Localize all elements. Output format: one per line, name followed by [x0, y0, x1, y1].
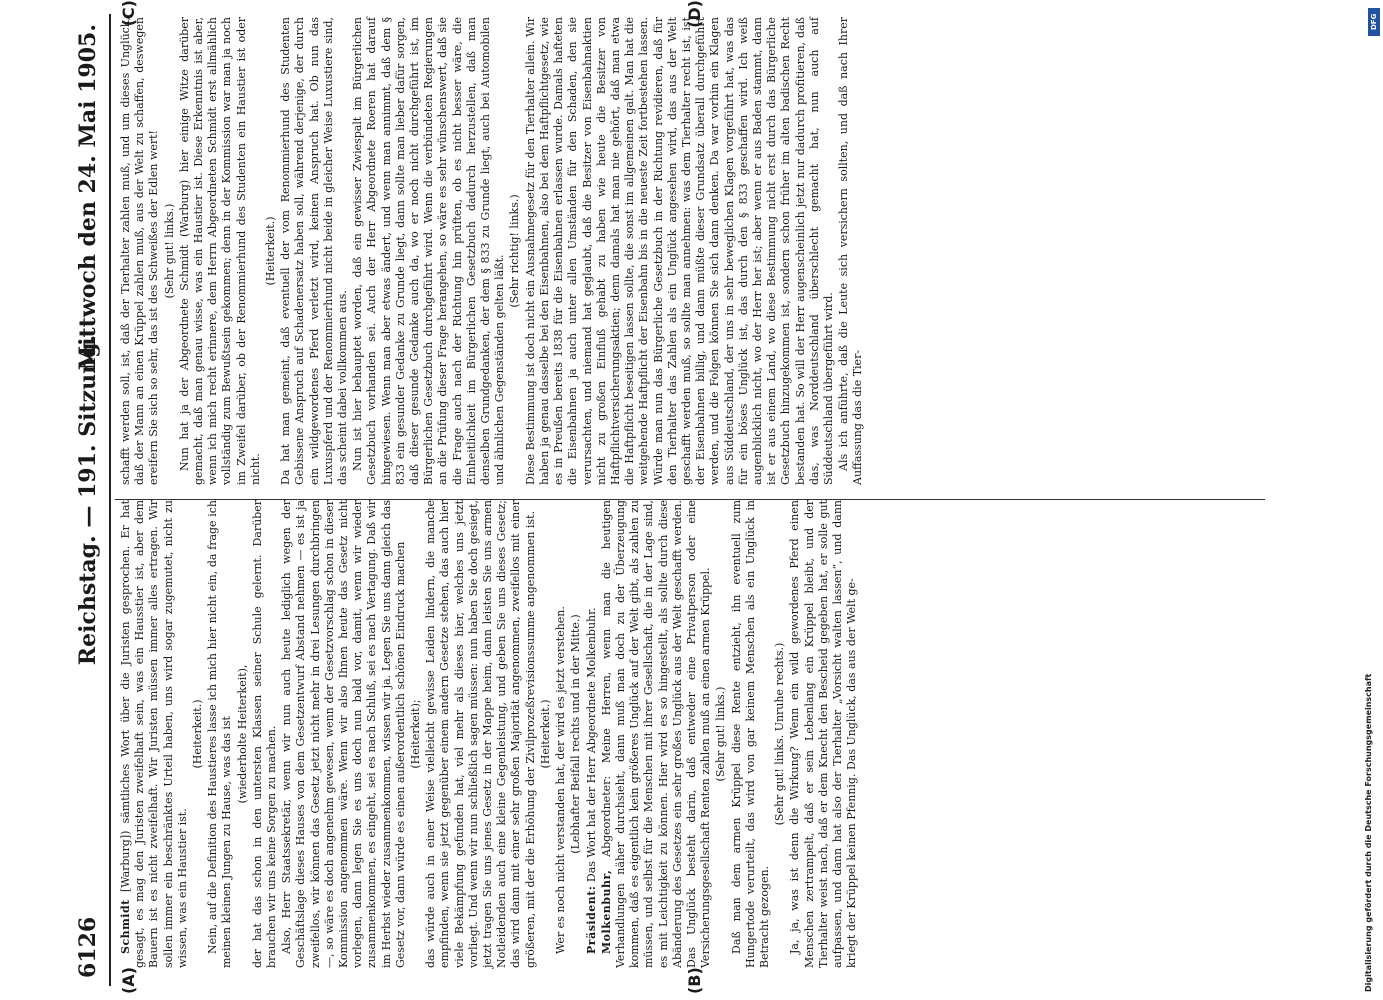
- newspaper-page: [45, 0, 1300, 1000]
- margin-mark-a: (A): [119, 966, 138, 994]
- stage-direction: (Heiterkeit.): [538, 699, 552, 769]
- page-number: 6126: [75, 916, 101, 978]
- paragraph-text: [Warburg]) sämtliches Wort über die Juristen gesprochen. Er hat gesagt, es mag den Juristen zweifelhaft sein, was ein Hausstier ist, aber dem Bauern ist es nicht zweifelhaft. Wir Juristen müssen immer alles ertragen. Wir sollen immer ein beschränktes Urteil haben, uns wird sogar zugemutet, nicht zu wissen, was ein Haustier ist.: [119, 500, 189, 968]
- speaker-name: Schmidt: [119, 899, 132, 954]
- paragraph-text: Da hat man gemeint, daß eventuell der vom Renommierhund des Studenten Gebissene Anspruch auf Schadenersatz haben soll, während derjenige, der durch ein wildgewordenes Pferd verletzt wird, keinen Anspruch hat. Ob nun das Luxuspferd und der Renommierhund nicht beide in gleicher Weise Luxustiere sind, das scheint dabei vollkommen aus.: [279, 17, 350, 485]
- paragraph-text: das würde auch in einer Weise vielleicht gewisse Leiden lindern, die manche empfinden, wenn sie jetzt gegenüber einem andern Gesetze stehen, das auch hier viele Bekämpfung gefunden hat, viel mehr als dieses hier, welches uns jetzt vorliegt. Und wenn wir nun schließlich sagen müssen: nun haben Sie doch gesiegt, jetzt tragen Sie uns jenes Gesetz in der Mappe heim, dann leisten Sie uns armen Notleidenden auch eine kleine Gegenleistung, und geben Sie uns dieses Gesetz; das wird dann mit einer sehr großen Majorität angenommen, zweifellos mit einer größeren, mit der die Erhöhung der Zivilprozeßrevisionssumme angenommen ist.: [424, 500, 537, 968]
- dfg-logo-icon: DFG: [1368, 8, 1380, 36]
- page-header: [73, 0, 107, 1000]
- speaker-paragraph: [600, 500, 714, 968]
- stage-direction: (Sehr gut! links.): [162, 203, 176, 299]
- stage-direction: (Sehr richtig! links.): [508, 194, 522, 308]
- paragraph: [424, 500, 538, 968]
- stage-direction: (Sehr gut! links.): [714, 686, 728, 782]
- paragraph: [524, 17, 836, 485]
- paragraph-text: Das Wort hat der Herr Abgeordnete Molkenbuhr.: [584, 607, 598, 883]
- speaker-name: Molkenbuhr,: [599, 869, 613, 954]
- stage-direction: (Heiterkeit.): [191, 699, 205, 769]
- paragraph: [554, 500, 568, 968]
- header-rule: [109, 14, 111, 986]
- paragraph: [730, 500, 773, 968]
- paragraph: [351, 17, 507, 485]
- paragraph-text: schafft werden soll, ist, daß der Tierhalter zahlen muß, und um dieses Unglück, daß der Mann an einen Krüppel zahlen muß, aus der Welt zu schaffen, deswegen ereifern Sie sich so sehr, das ist des Schweißes der Edlen wert!: [119, 17, 161, 485]
- stage-direction: (Sehr gut! links. Unruhe rechts.): [773, 642, 787, 826]
- stage-direction: (Heiterkeit.): [264, 216, 278, 286]
- digitization-credit: [1363, 8, 1375, 992]
- speaker-paragraph: [585, 500, 599, 968]
- paragraph-text: Als ich anführte, daß die Leute sich versichern sollten, und daß nach Ihrer Auffassung das die Tier-: [837, 17, 865, 485]
- paragraph-text: Diese Bestimmung ist doch nicht ein Ausnahmegesetz für den Tierhalter allein. Wir haben ja genau dasselbe bei den Eisenbahnen, also bei dem Haftpflichtgesetz, wie es in Preußen bereits 1838 für die Eisenbahnen erlassen wurde. Damals hafteten die Eisenbahnen ja auch unter allen Umständen für den Schaden, den sie verursachten, und niemand hat geglaubt, daß die Besitzer von Eisenbahnaktien nicht zu großen Einfluß gehabt zu haben wie heute die Besitzer von Haftpflichtversicherungsaktien; denn damals hat man nie gehört, daß man etwa die Haftpflicht beseitigen lassen sollte, die sonst im allgemeinen galt. Man hat die weitgehende Haftpflicht der Eisenbahn bis in die neueste Zeit fortbestehen lassen. Würde man nun das Bürgerliche Gesetzbuch in der Richtung revidieren, daß für den Tierhalter das Zahlen als ein Unglück angesehen wird, das aus der Welt geschafft werden muß, so sollte man annehmen: was dem Tierhalter recht ist, ist der Eisenbahnen billig, und dann müßte dieser Grundsatz überall durchgeführt werden, und die Folgen können Sie sich dann denken. Da war vorhin ein Klagen aus Süddeutschland, der uns in sehr beweglichen Klagen vorgeführt hat, was das für ein böses Unglück ist, das durch den § 833 geschaffen wird. Ich weiß augenblicklich nicht, wo der Herr her ist; aber wenn er aus Baden stammt, dann ist er aus einem Land, wo diese Bestimmung nicht erst durch das Bürgerliche Gesetzbuch hinzugekommen ist, sondern schon früher im alten badischen Recht bestanden hat. So will der Herr augenscheinlich jetzt nur dadurch profitieren, daß das, was Norddeutschland überschlecht gemacht hat, nun auch auf Süddeutschland übergeführt wird.: [523, 17, 835, 485]
- stage-direction: (Lebhafter Beifall rechts und in der Mitte.): [569, 614, 583, 854]
- paragraph-text: Abgeordneter: Meine Herren, wenn man die heutigen Verhandlungen näher durchsieht, dann muß man doch zu der Überzeugung kommen, daß es eigentlich kein größeres Unglück auf der Welt gibt, als zahlen zu müssen, und selbst für die Menschen mit ihrer Gesellschaft, die in der Lage sind, es mit Leichtigkeit zu können. Hier wird es so hingestellt, als sollte durch diese Abänderung des Gesetzes ein sehr großes Unglück aus der Welt geschafft werden. Das Unglück besteht darin, daß entweder eine Privatperson oder eine Versicherungsgesellschaft Renten zahlen muß an einen armen Krüppel.: [599, 499, 713, 968]
- stage-direction: (wiederholte Heiterkeit),: [235, 664, 249, 804]
- paragraph: [788, 500, 859, 968]
- paragraph: [837, 17, 865, 485]
- paragraph: [251, 500, 279, 968]
- speaker-name: Präsident:: [584, 885, 598, 954]
- credit-text: Digitalisierung gefördert durch die Deutsche Forschungsgemeinschaft: [1364, 673, 1373, 992]
- paragraph-text: Nun hat ja der Abgeordnete Schmidt (Warburg) hier einige Witze darüber gemacht, daß man genau wisse, was ein Haustier ist. Diese Erkenntnis ist aber, wenn ich mich recht erinnere, dem Herrn Abgeordneten Schmidt erst allmählich vollständig zum Bewußtsein gekommen; denn in der Kommission war man ja noch im Zweifel darüber, ob der Renommierhund des Studenten ein Haustier ist oder nicht.: [177, 17, 262, 485]
- paragraph: [280, 500, 408, 968]
- speaker-paragraph: [119, 500, 190, 968]
- paragraph-text: Nun ist hier behauptet worden, daß ein gewisser Zwiespalt im Bürgerlichen Gesetzbuch vorhanden sei. Auch der Herr Abgeordnete Roeren hat darauf hingewiesen. Wenn man aber etwas ändert, und wenn man annimmt, daß dem § 833 ein gesunder Gedanke zu Grunde liegt, dann sollte man lieber dafür sorgen, daß dieser gesunde Gedanke auch da, wo er noch nicht durchgeführt ist, im Bürgerlichen Gesetzbuch durchgeführt wird. Wenn die verbündeten Regierungen an die Prüfung dieser Frage herangehen, so wäre es sehr wünschenswert, daß sie die Frage auch nach der Richtung hin prüften, ob es nicht besser wäre, die Einheitlichkeit im Bürgerlichen Gesetzbuch dadurch herzustellen, daß man denselben Grundgedanken, der dem § 833 zu Grunde liegt, auch bei Automobilen und ähnlichen Gegenständen gelten läßt.: [351, 17, 507, 485]
- paragraph-text: Daß man dem armen Krüppel diese Rente entzieht, ihn eventuell zum Hungertode verurteilt, das wird von gar keinem Menschen als ein Unglück in Betracht gezogen.: [729, 500, 771, 968]
- paragraph: [279, 17, 350, 485]
- paragraph-text: Nein, auf die Definition des Haustieres lasse ich mich hier nicht ein, da frage ich meinen kleinen Jungen zu Hause, was das ist: [206, 500, 234, 968]
- stage-direction: (Heiterkeit);: [409, 699, 423, 769]
- margin-mark-b: (B): [685, 967, 704, 994]
- left-column: [119, 500, 860, 968]
- paragraph-text: Ja, ja, was ist denn die Wirkung? Wenn ein wild gewordenes Pferd einen Menschen zertrampelt, daß er sein Lebenlang ein Krüppel bleibt, und der Tierhalter weist nach, daß er dem Knecht den Bescheid gegeben hat, er solle gut aufpassen, und dann hat also der Tierhalter „Vorsicht walten lassen“, und dann kriegt der Krüppel keinen Pfennig. Das Unglück, das aus der Welt ge-: [788, 500, 859, 968]
- margin-mark-d: (D): [685, 0, 704, 28]
- session-title: Reichstag. — 191. Sitzung.: [75, 334, 101, 666]
- paragraph: [206, 500, 234, 968]
- paragraph: [178, 17, 263, 485]
- right-column: [119, 17, 867, 485]
- margin-mark-c: (C): [119, 0, 138, 27]
- paragraph-text: Also, Herr Staatssekretär, wenn wir nun auch heute lediglich wegen der Geschäftslage dieses Hauses von dem Gesetzentwurf Abstand nehmen — es ist ja zweifellos, wir können das Gesetz jetzt nicht mehr in drei Lesungen durchbringen —, so wäre es doch angenehm gewesen, wenn der Gesetzvorschlag schon in dieser Kommission angenommen wäre. Wenn wir also Ihnen heute das Gesetz nicht vorlegen, dann legen Sie es uns doch nun bald vor, damit, wenn wir wieder zusammenkommen, es eingeht, sei es nach Schluß, sei es nach Vertagung. Daß wir im Herbst wieder zusammenkommen, wissen wir ja. Legen Sie uns dann gleich das Gesetz vor, dann würde es einen außerordentlich schönen Eindruck machen: [280, 500, 407, 968]
- column-divider: [115, 499, 1265, 500]
- paragraph: [119, 17, 162, 485]
- session-date: Mittwoch den 24. Mai 1905.: [75, 24, 101, 371]
- paragraph-text: der hat das schon in den untersten Klassen seiner Schule gelernt. Darüber brauchen wir uns keine Sorgen zu machen.: [250, 500, 279, 968]
- paragraph-text: Wer es noch nicht verstanden hat, der wird es jetzt verstehen.: [554, 606, 568, 954]
